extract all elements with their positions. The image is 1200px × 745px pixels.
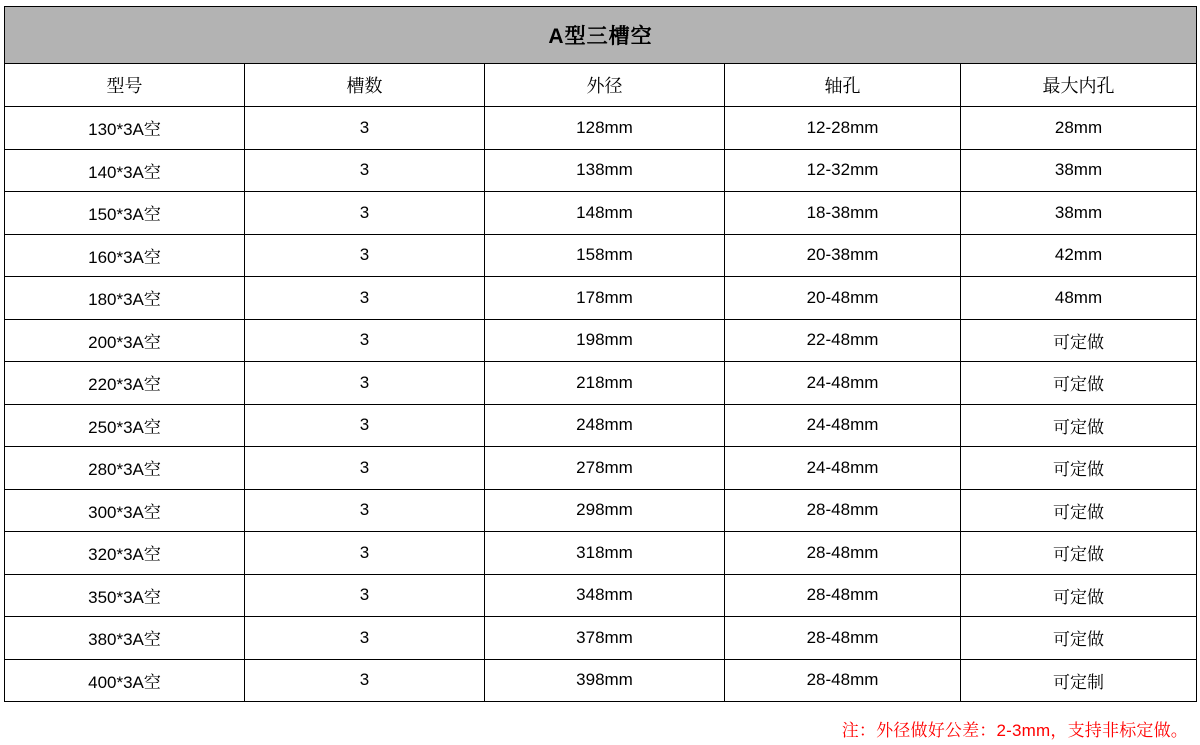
tolerance-note: 注：外径做好公差：2-3mm，支持非标定做。 (841, 721, 1188, 740)
cell-model: 180*3A空 (5, 277, 245, 320)
cell-outer-diameter: 318mm (485, 532, 725, 575)
cell-model: 380*3A空 (5, 617, 245, 660)
table-body (5, 107, 1197, 702)
cell-shaft-bore: 24-48mm (725, 447, 961, 490)
cell-slots: 3 (245, 234, 485, 277)
cell-outer-diameter: 138mm (485, 149, 725, 192)
cell-shaft-bore: 28-48mm (725, 659, 961, 702)
cell-max-inner-bore: 42mm (961, 234, 1197, 277)
cell-shaft-bore: 12-28mm (725, 107, 961, 150)
cell-model: 250*3A空 (5, 404, 245, 447)
cell-max-inner-bore: 38mm (961, 149, 1197, 192)
cell-shaft-bore: 28-48mm (725, 489, 961, 532)
cell-outer-diameter: 278mm (485, 447, 725, 490)
cell-shaft-bore: 28-48mm (725, 574, 961, 617)
cell-max-inner-bore: 可定做 (961, 532, 1197, 575)
cell-outer-diameter: 148mm (485, 192, 725, 235)
cell-max-inner-bore: 可定做 (961, 319, 1197, 362)
table-row (5, 532, 1197, 575)
column-header-model: 型号 (5, 64, 245, 107)
cell-shaft-bore: 24-48mm (725, 362, 961, 405)
cell-outer-diameter: 248mm (485, 404, 725, 447)
cell-slots: 3 (245, 489, 485, 532)
cell-outer-diameter: 178mm (485, 277, 725, 320)
cell-slots: 3 (245, 192, 485, 235)
cell-outer-diameter: 158mm (485, 234, 725, 277)
column-header-max-inner-bore: 最大内孔 (961, 64, 1197, 107)
cell-max-inner-bore: 可定做 (961, 617, 1197, 660)
cell-slots: 3 (245, 404, 485, 447)
cell-max-inner-bore: 38mm (961, 192, 1197, 235)
cell-max-inner-bore: 可定做 (961, 489, 1197, 532)
cell-slots: 3 (245, 277, 485, 320)
cell-model: 300*3A空 (5, 489, 245, 532)
cell-shaft-bore: 20-48mm (725, 277, 961, 320)
cell-outer-diameter: 218mm (485, 362, 725, 405)
cell-max-inner-bore: 可定做 (961, 362, 1197, 405)
cell-shaft-bore: 28-48mm (725, 532, 961, 575)
column-header-slots: 槽数 (245, 64, 485, 107)
table-header-row (5, 64, 1197, 107)
cell-max-inner-bore: 可定做 (961, 447, 1197, 490)
table-row (5, 149, 1197, 192)
cell-outer-diameter: 198mm (485, 319, 725, 362)
cell-shaft-bore: 12-32mm (725, 149, 961, 192)
table-row (5, 277, 1197, 320)
cell-max-inner-bore: 28mm (961, 107, 1197, 150)
table-row (5, 234, 1197, 277)
cell-outer-diameter: 348mm (485, 574, 725, 617)
cell-shaft-bore: 20-38mm (725, 234, 961, 277)
cell-max-inner-bore: 可定做 (961, 404, 1197, 447)
cell-slots: 3 (245, 362, 485, 405)
cell-slots: 3 (245, 659, 485, 702)
cell-model: 350*3A空 (5, 574, 245, 617)
cell-max-inner-bore: 48mm (961, 277, 1197, 320)
cell-model: 150*3A空 (5, 192, 245, 235)
cell-slots: 3 (245, 447, 485, 490)
cell-shaft-bore: 28-48mm (725, 617, 961, 660)
cell-model: 280*3A空 (5, 447, 245, 490)
table-title-row (5, 7, 1197, 64)
cell-slots: 3 (245, 107, 485, 150)
cell-model: 140*3A空 (5, 149, 245, 192)
cell-slots: 3 (245, 617, 485, 660)
cell-model: 200*3A空 (5, 319, 245, 362)
cell-model: 320*3A空 (5, 532, 245, 575)
specification-table (4, 6, 1197, 702)
cell-slots: 3 (245, 319, 485, 362)
table-row (5, 319, 1197, 362)
table-row (5, 404, 1197, 447)
cell-max-inner-bore: 可定做 (961, 574, 1197, 617)
cell-model: 130*3A空 (5, 107, 245, 150)
cell-shaft-bore: 18-38mm (725, 192, 961, 235)
cell-slots: 3 (245, 532, 485, 575)
table-row (5, 574, 1197, 617)
column-header-shaft-bore: 轴孔 (725, 64, 961, 107)
cell-model: 220*3A空 (5, 362, 245, 405)
spec-sheet-page (0, 6, 1200, 745)
cell-outer-diameter: 378mm (485, 617, 725, 660)
cell-model: 160*3A空 (5, 234, 245, 277)
table-row (5, 447, 1197, 490)
table-row (5, 192, 1197, 235)
table-row (5, 107, 1197, 150)
cell-slots: 3 (245, 149, 485, 192)
cell-shaft-bore: 22-48mm (725, 319, 961, 362)
cell-slots: 3 (245, 574, 485, 617)
cell-outer-diameter: 128mm (485, 107, 725, 150)
cell-outer-diameter: 398mm (485, 659, 725, 702)
table-row (5, 362, 1197, 405)
table-row (5, 617, 1197, 660)
table-row (5, 659, 1197, 702)
cell-outer-diameter: 298mm (485, 489, 725, 532)
cell-max-inner-bore: 可定制 (961, 659, 1197, 702)
cell-shaft-bore: 24-48mm (725, 404, 961, 447)
column-header-outer-diameter: 外径 (485, 64, 725, 107)
cell-model: 400*3A空 (5, 659, 245, 702)
table-row (5, 489, 1197, 532)
table-title: A型三槽空 (5, 7, 1197, 64)
